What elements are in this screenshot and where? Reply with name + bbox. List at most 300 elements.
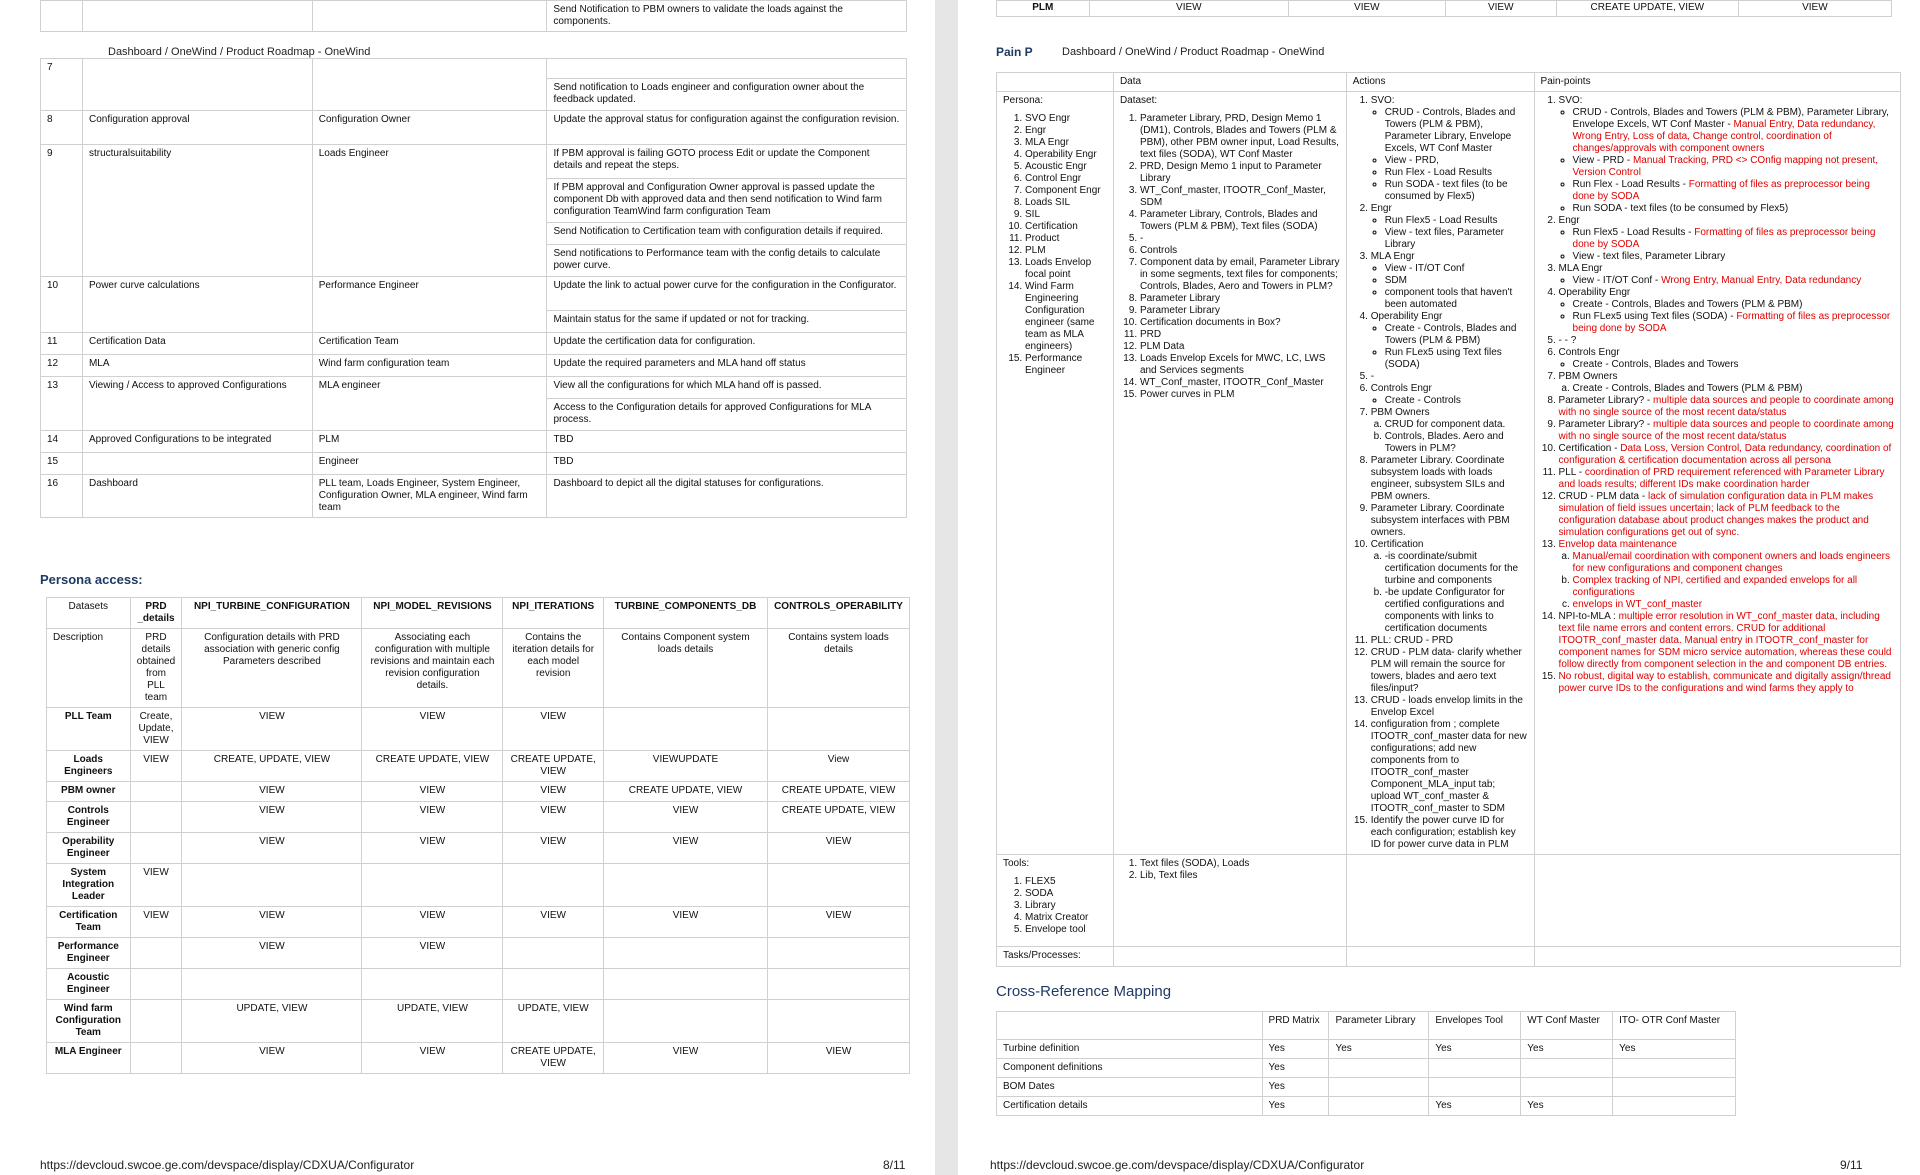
table-cell (182, 864, 362, 907)
action-subitem: b. Controls, Blades. Aero and Towers in PLM? (1385, 431, 1528, 455)
table-cell: VIEW (503, 782, 603, 802)
table-cell (603, 1000, 767, 1043)
dataset-cell: Dataset: 1. Parameter Library, PRD, Design Memo 1 (DM1), Controls, Blades and Towers (PLM & PBM), other PBM owner input, Load Results, text files (SODA), WT Conf Master 2. PRD, Design Memo 1 input to Parameter Library 3. WT_Conf_master, ITOOTR_Conf_Master, SDM 4. Parameter Library, Controls, Blades and Towers (PLM & PBM), Text files (SODA) 5. - 6. Controls 7. Component data by email, Parameter Library in some segments, text files for components; Controls, Blades, Aero and Towers in PLM? 8. Parameter Library 9. Parameter Library 10. Certification documents in Box? 11. PRD 12. PLM Data 13. Loads Envelop Excels for MWC, LC, LWS and Services segments 14. WT_Conf_master, ITOOTR_Conf_Master 15. Power curves in PLM (1113, 92, 1346, 855)
action-subitem: a. -is coordinate/submit certification documents for the turbine and components (1385, 551, 1528, 587)
steps-table: 7 Send notification to Loads engineer and configuration owner about the feedback updated. 8 Configuration approval Configuration Owner Update the approval status for configuration against the configuration revision. 9 structuralsuitability Loads Engineer If PBM approval is failing GOTO process Edit or update the Component details and repeat the steps. If PBM approval and Configuration Owner approval is passed update the component Db with approved data and then send notification to Wind farm configuration TeamWind farm configuration Team Send Notification to Certification team with configuration details if required. Send notifications to Performance team with the config details to calculate power curve. 10 Power curve calculations Performance Engineer Update the link to actual power curve for the configuration in the Configurator. Maintain status for the same if updated or not for tracking. 11 Certification Data Certification Team Update the certification data for configuration. 12 MLA Wind farm configuration team Update the required parameters and MLA hand off status 13 Viewing / Access to approved Configurations MLA engineer View all the configurations for which MLA hand off is passed. Access to the Configuration details for approved Configurations for MLA process. 14 Approved Configurations to be integrated PLM TBD 15 Engineer TBD 16 Dashboard PLL team, Loads Engineer, System Engineer, Configuration Owner, MLA engineer, Wind farm team Dashboard to depict all the digital statuses for configurations. (40, 58, 907, 518)
table-cell: UPDATE, VIEW (362, 1000, 503, 1043)
table-cell: Configuration details with PRD association with generic config Parameters described (182, 629, 362, 708)
table-cell: VIEW (182, 907, 362, 938)
pain-sublist (1559, 227, 1894, 263)
action-sublist (1371, 551, 1528, 635)
table-cell: Yes (1329, 1040, 1429, 1059)
breadcrumb-dashboard[interactable]: Dashboard (1062, 46, 1116, 58)
table-row (47, 1043, 910, 1074)
pain-sublist (1559, 275, 1894, 287)
persona-item: 14. Wind Farm Engineering Configuration engineer (same team as MLA engineers) (1025, 281, 1107, 353)
table-cell: VIEW (603, 907, 767, 938)
action-subitem: ◦ Create - Controls (1385, 395, 1528, 407)
tools-data-list (1120, 858, 1340, 882)
pain-subitem: ◦ Run SODA - text files (to be consumed by Flex5) (1573, 203, 1894, 215)
pain-points-table (996, 72, 1901, 967)
table-row: 10 Power curve calculations Performance Engineer Update the link to actual power curve for the configuration in the Configurator. (41, 277, 907, 311)
table-cell: CREATE UPDATE, VIEW (503, 751, 603, 782)
breadcrumb-dashboard[interactable]: Dashboard (108, 46, 162, 58)
table-cell (603, 864, 767, 907)
tool-item: 5. Envelope tool (1025, 924, 1107, 936)
pain-sublist (1559, 383, 1894, 395)
table-cell: Contains the iteration details for each model revision (503, 629, 603, 708)
row-header-cell: PBM owner (47, 782, 131, 802)
tool-data-item: 1. Text files (SODA), Loads (1140, 858, 1340, 870)
row-header-cell: Controls Engineer (47, 802, 131, 833)
action-subitem: a. CRUD for component data. (1385, 419, 1528, 431)
dataset-item: 6. Controls (1140, 245, 1340, 257)
dataset-item: 2. PRD, Design Memo 1 input to Parameter Library (1140, 161, 1340, 185)
pain-highlight: Manual/email coordination with component owners and loads engineers for new configurations and component changes (1572, 551, 1890, 574)
table-header-cell: Envelopes Tool (1429, 1012, 1521, 1040)
table-cell: VIEW (768, 833, 910, 864)
action-sublist (1371, 323, 1528, 371)
table-row: 9 structuralsuitability Loads Engineer If PBM approval is failing GOTO process Edit or update the Component details and repeat the steps. (41, 145, 907, 179)
pain-item: 1. SVO: ◦ CRUD - Controls, Blades and Towers (PLM & PBM), Parameter Library, Envelope Excels, WT Conf Master - Manual Entry, Data redundancy, Wrong Entry, Loss of data, Change control, coordination of changes/approvals with component owners ◦ View - PRD - Manual Tracking, PRD <> COnfig mapping not present, Version Control ◦ Run Flex - Load Results - Formatting of files as preprocessor being done by SODA ◦ Run SODA - text files (to be consumed by Flex5) (1559, 95, 1894, 215)
table-row: 14 Approved Configurations to be integrated PLM TBD (41, 431, 907, 453)
action-item: 13. CRUD - loads envelop limits in the Envelop Excel (1371, 695, 1528, 719)
row-header-cell: MLA Engineer (47, 1043, 131, 1074)
table-cell (503, 938, 603, 969)
pain-highlight: Complex tracking of NPI, certified and expanded envelops for all configurations (1572, 575, 1858, 598)
table-row (997, 1059, 1736, 1078)
dataset-item: 13. Loads Envelop Excels for MWC, LC, LWS and Services segments (1140, 353, 1340, 377)
page-9 (958, 0, 1920, 1175)
persona-item: 1. SVO Engr (1025, 113, 1107, 125)
table-row (997, 1040, 1736, 1059)
table-cell (768, 864, 910, 907)
table-cell (1521, 1078, 1613, 1097)
table-cell (768, 1000, 910, 1043)
table-row (47, 938, 910, 969)
table-cell (362, 969, 503, 1000)
table-cell (603, 708, 767, 751)
action-item: 2. Engr ◦ Run Flex5 - Load Results ◦ View - text files, Parameter Library (1371, 203, 1528, 251)
table-header-row: Data Actions Pain-points (997, 73, 1901, 92)
table-row: 16 Dashboard PLL team, Loads Engineer, System Engineer, Configuration Owner, MLA engineer, Wind farm team Dashboard to depict all the digital statuses for configurations. (41, 475, 907, 518)
table-row (41, 1, 907, 32)
table-cell (1521, 1059, 1613, 1078)
table-cell (1613, 1059, 1736, 1078)
pain-item: 6. Controls Engr ◦ Create - Controls, Blades and Towers (1559, 347, 1894, 371)
pain-highlight: No robust, digital way to establish, communicate and digitally assign/thread power curve IDs to the configurations and wind farms they apply to (1558, 671, 1891, 694)
table-cell: Yes (1429, 1040, 1521, 1059)
persona-item: 11. Product (1025, 233, 1107, 245)
dataset-item: 12. PLM Data (1140, 341, 1340, 353)
table-row (47, 629, 910, 708)
table-row (997, 1078, 1736, 1097)
table-row (47, 751, 910, 782)
table-row: 11 Certification Data Certification Team Update the certification data for configuration. (41, 333, 907, 355)
table-cell: VIEW (503, 907, 603, 938)
pain-highlight: Formatting of files as preprocessor being done by SODA (1572, 227, 1876, 250)
action-item: 5. - (1371, 371, 1528, 383)
table-cell: VIEW (362, 907, 503, 938)
action-item: 12. CRUD - PLM data- clarify whether PLM will remain the source for towers, blades and aero text files/input? (1371, 647, 1528, 695)
table-cell (1429, 1059, 1521, 1078)
table-row (47, 969, 910, 1000)
persona-access-heading: Persona access: (40, 572, 143, 587)
table-cell: CREATE, UPDATE, VIEW (182, 751, 362, 782)
breadcrumb-page[interactable]: Product Roadmap - OneWind (226, 46, 371, 58)
row-header-cell: Operability Engineer (47, 833, 131, 864)
dataset-item: 3. WT_Conf_master, ITOOTR_Conf_Master, SDM (1140, 185, 1340, 209)
table-cell: VIEW (130, 864, 182, 907)
persona-access-table (46, 597, 910, 1074)
table-cell: UPDATE, VIEW (503, 1000, 603, 1043)
cross-reference-table (996, 1011, 1736, 1116)
pain-subitem: ◦ Create - Controls, Blades and Towers (1573, 359, 1894, 371)
pain-item: 9. Parameter Library? - multiple data sources and people to coordinate among with no single source of the most recent data/status (1559, 419, 1894, 443)
table-cell: VIEW (362, 1043, 503, 1074)
dataset-item: 1. Parameter Library, PRD, Design Memo 1 (DM1), Controls, Blades and Towers (PLM & PBM), other PBM owner input, Load Results, text files (SODA), WT Conf Master (1140, 113, 1340, 161)
table-cell (603, 938, 767, 969)
pains-list (1541, 95, 1894, 695)
table-cell (603, 969, 767, 1000)
table-header-row (47, 598, 910, 629)
pain-subitem: ◦ Run FLex5 using Text files (SODA) - Formatting of files as preprocessor being done by SODA (1573, 311, 1894, 335)
persona-item: 9. SIL (1025, 209, 1107, 221)
table-cell (1329, 1078, 1429, 1097)
dataset-item: 7. Component data by email, Parameter Library in some segments, text files for components; Controls, Blades, Aero and Towers in PLM? (1140, 257, 1340, 293)
table-row (997, 1097, 1736, 1116)
breadcrumb-space[interactable]: OneWind (1125, 46, 1171, 58)
pain-item: 8. Parameter Library? - multiple data sources and people to coordinate among with no single source of the most recent data/status (1559, 395, 1894, 419)
table-cell (130, 1043, 182, 1074)
action-item: 6. Controls Engr ◦ Create - Controls (1371, 383, 1528, 407)
breadcrumb: Dashboard / OneWind / Product Roadmap - OneWind (108, 46, 371, 58)
pain-highlight: multiple data sources and people to coordinate among with no single source of the most recent data/status (1558, 395, 1894, 418)
table-header-cell: NPI_ITERATIONS (503, 598, 603, 629)
pain-subitem (1573, 575, 1894, 599)
pain-item: 4. Operability Engr ◦ Create - Controls, Blades and Towers (PLM & PBM) ◦ Run FLex5 using Text files (SODA) - Formatting of files as preprocessor being done by SODA (1559, 287, 1894, 335)
pain-highlight: Manual Tracking, PRD <> COnfig mapping not present, Version Control (1572, 155, 1879, 178)
table-header-cell: CONTROLS_OPERABILITY (768, 598, 910, 629)
table-row (47, 782, 910, 802)
persona-item: 2. Engr (1025, 125, 1107, 137)
table-cell: Create, Update, VIEW (130, 708, 182, 751)
dataset-item: 11. PRD (1140, 329, 1340, 341)
action-sublist (1371, 263, 1528, 311)
table-cell: VIEW (768, 1043, 910, 1074)
table-row (997, 92, 1901, 855)
pain-item (1559, 539, 1894, 611)
table-header-cell: TURBINE_COMPONENTS_DB (603, 598, 767, 629)
dataset-list (1120, 113, 1340, 401)
table-row: 12 MLA Wind farm configuration team Update the required parameters and MLA hand off status (41, 355, 907, 377)
breadcrumb: Dashboard / OneWind / Product Roadmap - OneWind (1062, 46, 1325, 58)
table-cell: VIEW (603, 1043, 767, 1074)
table-row: Tasks/Processes: (997, 947, 1901, 967)
table-cell: Yes (1521, 1040, 1613, 1059)
table-cell: CREATE UPDATE, VIEW (768, 802, 910, 833)
table-cell (1329, 1059, 1429, 1078)
table-cell (503, 864, 603, 907)
table-header-cell: Datasets (47, 598, 131, 629)
pain-subitem (1573, 551, 1894, 575)
action-item: 4. Operability Engr ◦ Create - Controls, Blades and Towers (PLM & PBM) ◦ Run FLex5 using Text files (SODA) (1371, 311, 1528, 371)
persona-access-continued (996, 0, 1892, 17)
action-item: 15. Identify the power curve ID for each configuration; establish key ID for power curve data in PLM (1371, 815, 1528, 851)
table-cell (130, 969, 182, 1000)
table-cell: VIEW (362, 708, 503, 751)
table-cell: VIEW (182, 802, 362, 833)
step-action: Send Notification to PBM owners to validate the loads against the components. (547, 1, 907, 32)
pain-points-heading: Pain P (996, 45, 1033, 59)
pain-highlight: Formatting of files as preprocessor being done by SODA (1572, 311, 1891, 334)
table-cell (130, 833, 182, 864)
actions-cell (1346, 92, 1534, 855)
table-cell: Yes (1262, 1059, 1329, 1078)
pain-item: 14. NPI-to-MLA : multiple error resolution in WT_conf_master data, including text file name errors and content errors. CRUD for additional ITOOTR_conf_master data. Manual entry in ITOOTR_conf_master for component names for SDM micro service automation, whereas these could follow directly from component selection in the and component DB entries. (1559, 611, 1894, 671)
table-cell: Contains system loads details (768, 629, 910, 708)
dataset-item: 14. WT_Conf_master, ITOOTR_Conf_Master (1140, 377, 1340, 389)
table-row (47, 708, 910, 751)
action-sublist (1371, 215, 1528, 251)
persona-item: 15. Performance Engineer (1025, 353, 1107, 377)
persona-item: 12. PLM (1025, 245, 1107, 257)
page-number: 8/11 (883, 1158, 906, 1172)
persona-item: 13. Loads Envelop focal point (1025, 257, 1107, 281)
dataset-item: 9. Parameter Library (1140, 305, 1340, 317)
breadcrumb-page[interactable]: Product Roadmap - OneWind (1180, 46, 1325, 58)
persona-item: 6. Control Engr (1025, 173, 1107, 185)
table-cell: VIEW (182, 782, 362, 802)
table-cell (503, 969, 603, 1000)
actions-list (1353, 95, 1528, 851)
table-cell (1613, 1078, 1736, 1097)
footer-url[interactable]: https://devcloud.swcoe.ge.com/devspace/display/CDXUA/Configurator (40, 1158, 415, 1172)
persona-item: 3. MLA Engr (1025, 137, 1107, 149)
tools-list (1003, 876, 1107, 936)
persona-item: 10. Certification (1025, 221, 1107, 233)
table-cell: VIEW (603, 833, 767, 864)
table-cell: CREATE UPDATE, VIEW (768, 782, 910, 802)
action-item: 10. Certification a. -is coordinate/submit certification documents for the turbine and components b. -be update Configurator for certified configurations and components with links to certification documents (1371, 539, 1528, 635)
table-row: 15 Engineer TBD (41, 453, 907, 475)
table-cell: VIEW (503, 833, 603, 864)
table-header-cell (997, 1012, 1263, 1040)
table-cell: Contains Component system loads details (603, 629, 767, 708)
action-subitem: ◦ View - IT/OT Conf (1385, 263, 1528, 275)
table-cell: PRD details obtained from PLL team (130, 629, 182, 708)
table-row (47, 802, 910, 833)
table-row: 7 (41, 59, 907, 79)
pain-highlight: Manual Entry, Data redundancy, Wrong Entry, Loss of data, Change control, coordination of changes/approvals with component owners (1572, 119, 1876, 154)
pain-subitem: ◦ View - PRD - Manual Tracking, PRD <> COnfig mapping not present, Version Control (1573, 155, 1894, 179)
pain-item: 2. Engr ◦ Run Flex5 - Load Results - Formatting of files as preprocessor being done by SODA ◦ View - text files, Parameter Library (1559, 215, 1894, 263)
table-cell: VIEWUPDATE (603, 751, 767, 782)
footer-url[interactable]: https://devcloud.swcoe.ge.com/devspace/display/CDXUA/Configurator (990, 1158, 1365, 1172)
pain-subitem: ◦ Run Flex5 - Load Results - Formatting of files as preprocessor being done by SODA (1573, 227, 1894, 251)
action-subitem: ◦ View - text files, Parameter Library (1385, 227, 1528, 251)
persona-list (1003, 113, 1107, 377)
table-header-cell: NPI_MODEL_REVISIONS (362, 598, 503, 629)
tool-item: 3. Library (1025, 900, 1107, 912)
row-header-cell: Performance Engineer (47, 938, 131, 969)
table-cell: VIEW (130, 907, 182, 938)
table-header-row (997, 1012, 1736, 1040)
pain-item: 12. CRUD - PLM data - lack of simulation configuration data in PLM makes simulation of field issues uncertain; lack of PLM feedback to the configuration database about product changes makes the product and simulation configurations get out of sync. (1559, 491, 1894, 539)
table-cell (1613, 1097, 1736, 1116)
action-item: 1. SVO: ◦ CRUD - Controls, Blades and Towers (PLM & PBM), Parameter Library, Envelope Excels, WT Conf Master ◦ View - PRD, ◦ Run Flex - Load Results ◦ Run SODA - text files (to be consumed by Flex5) (1371, 95, 1528, 203)
pain-highlight: Envelop data maintenance (1558, 539, 1677, 550)
pain-subitem (1573, 599, 1894, 611)
row-header-cell: Component definitions (997, 1059, 1263, 1078)
pain-highlight: envelops in WT_conf_master (1572, 599, 1703, 610)
action-subitem: ◦ component tools that haven't been automated (1385, 287, 1528, 311)
tool-data-item: 2. Lib, Text files (1140, 870, 1340, 882)
table-cell: VIEW (362, 938, 503, 969)
table-header-cell: WT Conf Master (1521, 1012, 1613, 1040)
pain-subitem: ◦ CRUD - Controls, Blades and Towers (PLM & PBM), Parameter Library, Envelope Excels, WT Conf Master - Manual Entry, Data redundancy, Wrong Entry, Loss of data, Change control, coordination of changes/approvals with component owners (1573, 107, 1894, 155)
table-cell: View (768, 751, 910, 782)
tool-item: 1. FLEX5 (1025, 876, 1107, 888)
row-header-cell: Loads Engineers (47, 751, 131, 782)
row-header-cell: Certification Team (47, 907, 131, 938)
pain-highlight: Formatting of files as preprocessor being done by SODA (1572, 179, 1870, 202)
pain-sublist (1559, 551, 1894, 611)
table-cell: UPDATE, VIEW (182, 1000, 362, 1043)
table-row: 13 Viewing / Access to approved Configurations MLA engineer View all the configurations for which MLA hand off is passed. (41, 377, 907, 399)
persona-item: 4. Operability Engr (1025, 149, 1107, 161)
persona-cell: Persona: 1. SVO Engr 2. Engr 3. MLA Engr 4. Operability Engr 5. Acoustic Engr 6. Control Engr 7. Component Engr 8. Loads SIL 9. SIL 10. Certification 11. Product 12. PLM 13. Loads Envelop focal point 14. Wind Farm Engineering Configuration engineer (same team as MLA engineers) 15. Performance Engineer (997, 92, 1114, 855)
page-number: 9/11 (1840, 1158, 1863, 1172)
row-header-cell: Acoustic Engineer (47, 969, 131, 1000)
action-item: 7. PBM Owners a. CRUD for component data. b. Controls, Blades. Aero and Towers in PLM? (1371, 407, 1528, 455)
steps-table-top (40, 0, 907, 32)
dataset-item: 15. Power curves in PLM (1140, 389, 1340, 401)
action-item: 8. Parameter Library. Coordinate subsystem loads with loads engineer, subsystem SILs and PBM owners. (1371, 455, 1528, 503)
pain-sublist (1559, 299, 1894, 335)
pain-subitem: ◦ Run Flex - Load Results - Formatting of files as preprocessor being done by SODA (1573, 179, 1894, 203)
table-cell: VIEW (768, 907, 910, 938)
table-cell: CREATE UPDATE, VIEW (603, 782, 767, 802)
table-cell (130, 782, 182, 802)
breadcrumb-space[interactable]: OneWind (171, 46, 217, 58)
pain-highlight: Wrong Entry, Manual Entry, Data redundancy (1661, 275, 1862, 286)
pain-sublist (1559, 359, 1894, 371)
table-cell: CREATE UPDATE, VIEW (362, 751, 503, 782)
action-sublist (1371, 395, 1528, 407)
table-cell: VIEW (182, 708, 362, 751)
table-row (47, 907, 910, 938)
step-action: Send notification to Loads engineer and configuration owner about the feedback updated. (547, 79, 907, 111)
dataset-item: 10. Certification documents in Box? (1140, 317, 1340, 329)
cross-reference-heading: Cross-Reference Mapping (996, 983, 1172, 1000)
action-item: 3. MLA Engr ◦ View - IT/OT Conf ◦ SDM ◦ component tools that haven't been automated (1371, 251, 1528, 311)
persona-item: 7. Component Engr (1025, 185, 1107, 197)
page-8 (0, 0, 935, 1175)
action-subitem: ◦ SDM (1385, 275, 1528, 287)
persona-item: 5. Acoustic Engr (1025, 161, 1107, 173)
tool-item: 4. Matrix Creator (1025, 912, 1107, 924)
action-sublist (1371, 107, 1528, 203)
table-cell (130, 802, 182, 833)
row-header-cell: Wind farm Configuration Team (47, 1000, 131, 1043)
table-cell: VIEW (603, 802, 767, 833)
action-subitem: ◦ View - PRD, (1385, 155, 1528, 167)
dataset-item: 4. Parameter Library, Controls, Blades and Towers (PLM & PBM), Text files (SODA) (1140, 209, 1340, 233)
table-header-cell: PRD _details (130, 598, 182, 629)
table-cell: Yes (1262, 1078, 1329, 1097)
table-header-cell: ITO- OTR Conf Master (1613, 1012, 1736, 1040)
pain-highlight: Data Loss, Version Control, Data redundancy, coordination of configuration & certification documentation across all persona (1558, 443, 1892, 466)
table-cell: VIEW (362, 782, 503, 802)
table-row: Tools: 1. FLEX5 2. SODA 3. Library 4. Matrix Creator 5. Envelope tool 1. Text files (SODA), Loads 2. Lib, Text files (997, 855, 1901, 947)
table-cell: VIEW (362, 802, 503, 833)
pain-item: 10. Certification - Data Loss, Version Control, Data redundancy, coordination of configuration & certification documentation across all persona (1559, 443, 1894, 467)
pain-subitem: ◦ View - text files, Parameter Library (1573, 251, 1894, 263)
table-cell: VIEW (182, 938, 362, 969)
table-cell: VIEW (130, 751, 182, 782)
table-cell: CREATE UPDATE, VIEW (503, 1043, 603, 1074)
table-cell: Yes (1262, 1040, 1329, 1059)
table-cell: Yes (1613, 1040, 1736, 1059)
table-cell: Associating each configuration with multiple revisions and maintain each revision configuration details. (362, 629, 503, 708)
pain-item: 3. MLA Engr ◦ View - IT/OT Conf - Wrong Entry, Manual Entry, Data redundancy (1559, 263, 1894, 287)
action-subitem: ◦ Run SODA - text files (to be consumed by Flex5) (1385, 179, 1528, 203)
pain-highlight: coordination of PRD requirement referenced with Parameter Library and loads results; different IDs make coordination harder (1558, 467, 1885, 490)
table-cell (1429, 1078, 1521, 1097)
dataset-item: 8. Parameter Library (1140, 293, 1340, 305)
action-subitem: ◦ Run FLex5 using Text files (SODA) (1385, 347, 1528, 371)
table-header-cell: Parameter Library (1329, 1012, 1429, 1040)
table-cell: VIEW (362, 833, 503, 864)
action-sublist (1371, 419, 1528, 455)
table-row: 8 Configuration approval Configuration Owner Update the approval status for configuration against the configuration revision. (41, 111, 907, 145)
pain-highlight: lack of simulation configuration data in PLM makes simulation of field issues uncertain; lack of PLM feedback to the configuration database about product changes makes the product and simulation configurations get out of sync. (1558, 491, 1874, 538)
row-header-cell: BOM Dates (997, 1078, 1263, 1097)
table-cell: VIEW (503, 802, 603, 833)
table-header-cell: NPI_TURBINE_CONFIGURATION (182, 598, 362, 629)
action-subitem: ◦ Create - Controls, Blades and Towers (PLM & PBM) (1385, 323, 1528, 347)
table-row (47, 833, 910, 864)
persona-item: 8. Loads SIL (1025, 197, 1107, 209)
pain-item: 11. PLL - coordination of PRD requirement referenced with Parameter Library and loads results; different IDs make coordination harder (1559, 467, 1894, 491)
pain-item: 5. - - ? (1559, 335, 1894, 347)
table-cell (130, 938, 182, 969)
table-row: PLM VIEW VIEW VIEW CREATE UPDATE, VIEW VIEW (997, 1, 1892, 17)
table-cell: Yes (1521, 1097, 1613, 1116)
action-subitem: ◦ CRUD - Controls, Blades and Towers (PLM & PBM), Parameter Library, Envelope Excels, WT Conf Master (1385, 107, 1528, 155)
table-cell: VIEW (182, 1043, 362, 1074)
action-subitem: ◦ Run Flex5 - Load Results (1385, 215, 1528, 227)
pain-item: 7. PBM Owners a. Create - Controls, Blades and Towers (PLM & PBM) (1559, 371, 1894, 395)
pain-subitem: ◦ View - IT/OT Conf - Wrong Entry, Manual Entry, Data redundancy (1573, 275, 1894, 287)
action-item: 14. configuration from ; complete ITOOTR_conf_master data for new configurations; add new components from to ITOOTR_conf_master Component_MLA_input tab; upload WT_conf_master & ITOOTR_conf_master to SDM (1371, 719, 1528, 815)
action-item: 11. PLL: CRUD - PRD (1371, 635, 1528, 647)
table-cell (768, 969, 910, 1000)
pain-highlight: multiple error resolution in WT_conf_master data, including text file name errors and content errors. CRUD for additional ITOOTR_conf_master data. Manual entry in ITOOTR_conf_master for component names for SDM micro service automation, whereas these could follow directly from component selection in the and component DB entries. (1558, 611, 1892, 670)
pain-item (1559, 671, 1894, 695)
row-header-cell: Description (47, 629, 131, 708)
row-header-cell: Certification details (997, 1097, 1263, 1116)
pain-sublist (1559, 107, 1894, 215)
table-cell (1329, 1097, 1429, 1116)
table-cell (362, 864, 503, 907)
table-cell: VIEW (503, 708, 603, 751)
pain-cell (1534, 92, 1900, 855)
table-cell (768, 938, 910, 969)
tool-item: 2. SODA (1025, 888, 1107, 900)
row-header-cell: PLL Team (47, 708, 131, 751)
